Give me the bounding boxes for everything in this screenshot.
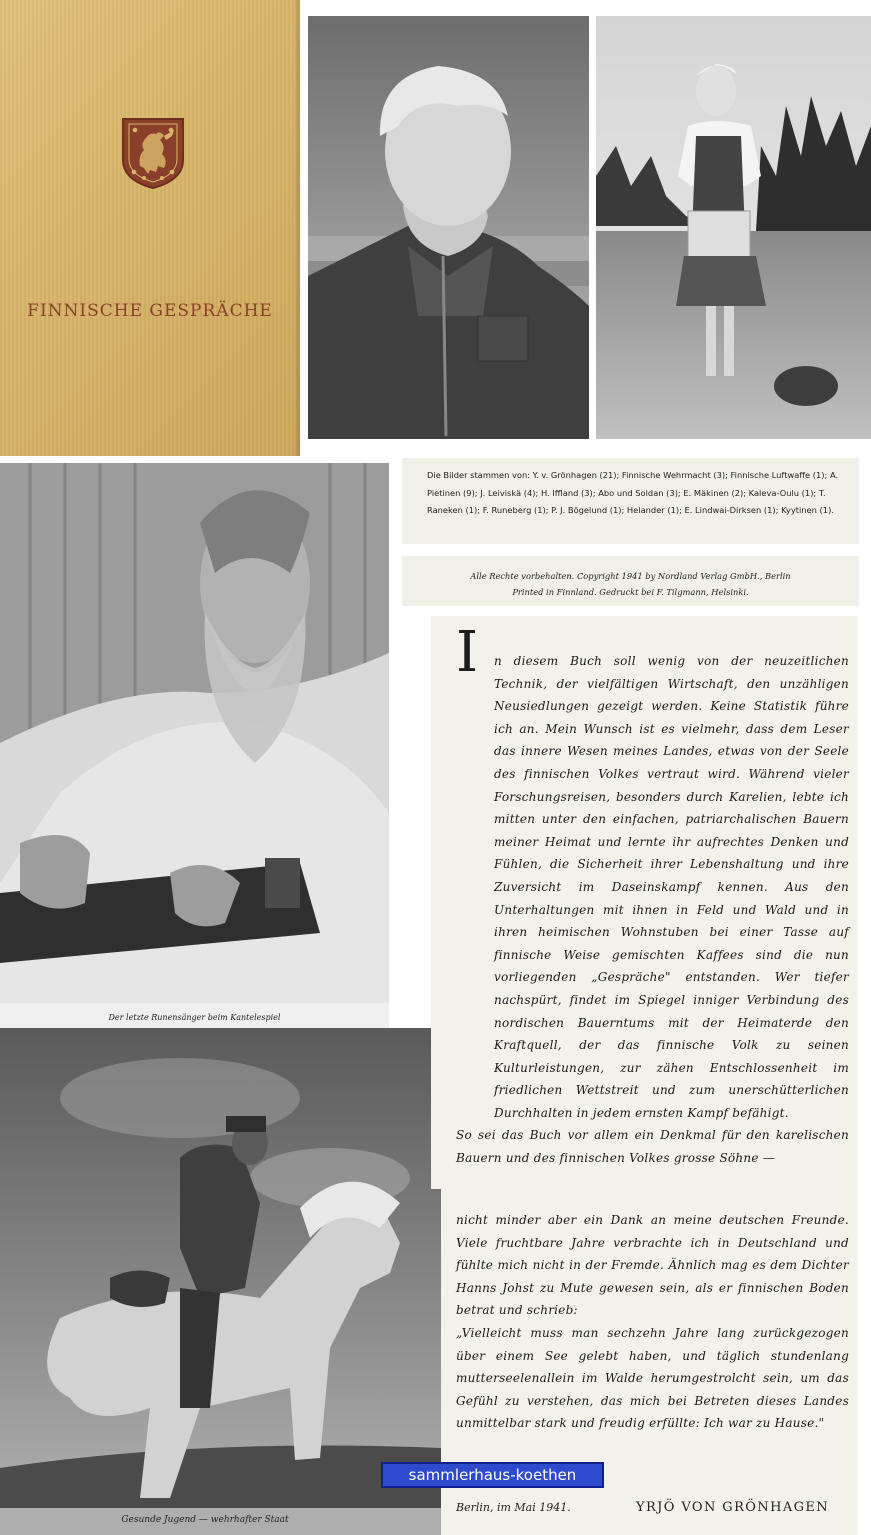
essay-paragraph-2: So sei das Buch vor allem ein Denkmal für den karelischen Bauern und des finnischen Volkes grosse Söhne —	[456, 1128, 849, 1166]
essay-author: YRJÖ VON GRÖNHAGEN	[636, 1500, 830, 1515]
singer-photo-caption: Der letzte Runensänger beim Kantelespiel	[108, 1013, 281, 1022]
photo-soldier-on-horse	[0, 1028, 441, 1535]
essay-paragraph-3: nicht minder aber ein Dank an meine deutschen Freunde. Viele fruchtbare Jahre verbrachte ich in Deutschland und fühlte mich nicht in der Fremde. Ähnlich mag es dem Dichter Hanns Johst zu Mute gewesen sein, als er finnischen Boden betrat und schrieb:	[456, 1213, 849, 1318]
essay-body-upper	[456, 650, 849, 1170]
essay-dropcap: I	[456, 620, 479, 685]
essay-quote: „Vielleicht muss man sechzehn Jahre lang zurückgezogen über einem See gelebt haben, und täglich stundenlang mutterseelenallein im Walde herumgestrolcht sein, um das Gefühl zu verstehen, das mich bei Betreten dieses Landes unmittelbar stark und freudig erfüllte: Ich war zu Hause."	[456, 1325, 849, 1431]
copyright-line-2: Printed in Finnland. Gedruckt bei F. Tilgmann, Helsinki.	[512, 587, 749, 597]
essay-date: Berlin, im Mai 1941.	[456, 1501, 571, 1514]
essay-body-lower	[456, 1209, 849, 1435]
copyright-line-1: Alle Rechte vorbehalten. Copyright 1941 by Nordland Verlag GmbH., Berlin	[470, 571, 791, 581]
photo-credits: Die Bilder stammen von: Y. v. Grönhagen (21); Finnische Wehrmacht (3); Finnische Luftwaffe (1); A. Pietinen (9); J. Leiviskä (4); H. Iffland (3); Abo und Soldan (3); E. Mäkinen (2); Kaleva-Oulu (1); T. Raneken (1); F. Runeberg (1); P. J. Bögelund (1); Helander (1); E. Lindwai-Dirksen (1); Kyytinen (1).	[402, 458, 859, 544]
photo-rune-singer	[0, 463, 389, 1028]
rider-photo-caption: Gesunde Jugend — wehrhafter Staat	[121, 1515, 289, 1525]
seller-watermark: sammlerhaus-koethen	[381, 1462, 604, 1488]
essay-paragraph-1: n diesem Buch soll wenig von der neuzeitlichen Technik, der vielfältigen Wirtschaft, den unzähligen Neusiedlungen gezeigt werden. Keine Statistik führe ich an. Mein Wunsch ist es vielmehr, dass dem Leser das innere Wesen meines Landes, etwas von der Seele des finnischen Volkes vertraut wird. Während vieler Forschungsreisen, besonders durch Karelien, lebte ich mitten unter den einfachen, patriarchalischen Bauern meiner Heimat und lernte ihr aufrechtes Denken und Fühlen, die Sicherheit ihrer Lebenshaltung und ihre Zuversicht im Daseinskampf kennen. Aus den Unterhaltungen mit ihnen in Feld und Wald und in ihren heimischen Wohnstuben bei einer Tasse auf finnische Weise gemischten Kaffees sind die nun vorliegenden „Gespräche" entstanden. Wer tiefer nachspürt, findet im Spiegel inniger Verbindung des nordischen Bauerntums mit der Heimaterde den Kraftquell, der das finnische Volk zu seinen Kulturleistungen, zur zähen Entschlossenheit im friedlichen Wettstreit und zum unerschütterlichen Durchhalten in jedem ernsten Kampf befähigt.	[494, 654, 849, 1120]
book-cover	[0, 0, 300, 456]
cover-title: FINNISCHE GESPRÄCHE	[27, 301, 273, 321]
photo-girl-in-water	[596, 16, 871, 439]
copyright-notice	[402, 556, 859, 606]
lion-coat-of-arms-icon	[120, 116, 186, 190]
photo-boy-portrait	[308, 16, 589, 439]
cover-edge-shadow	[294, 0, 300, 456]
